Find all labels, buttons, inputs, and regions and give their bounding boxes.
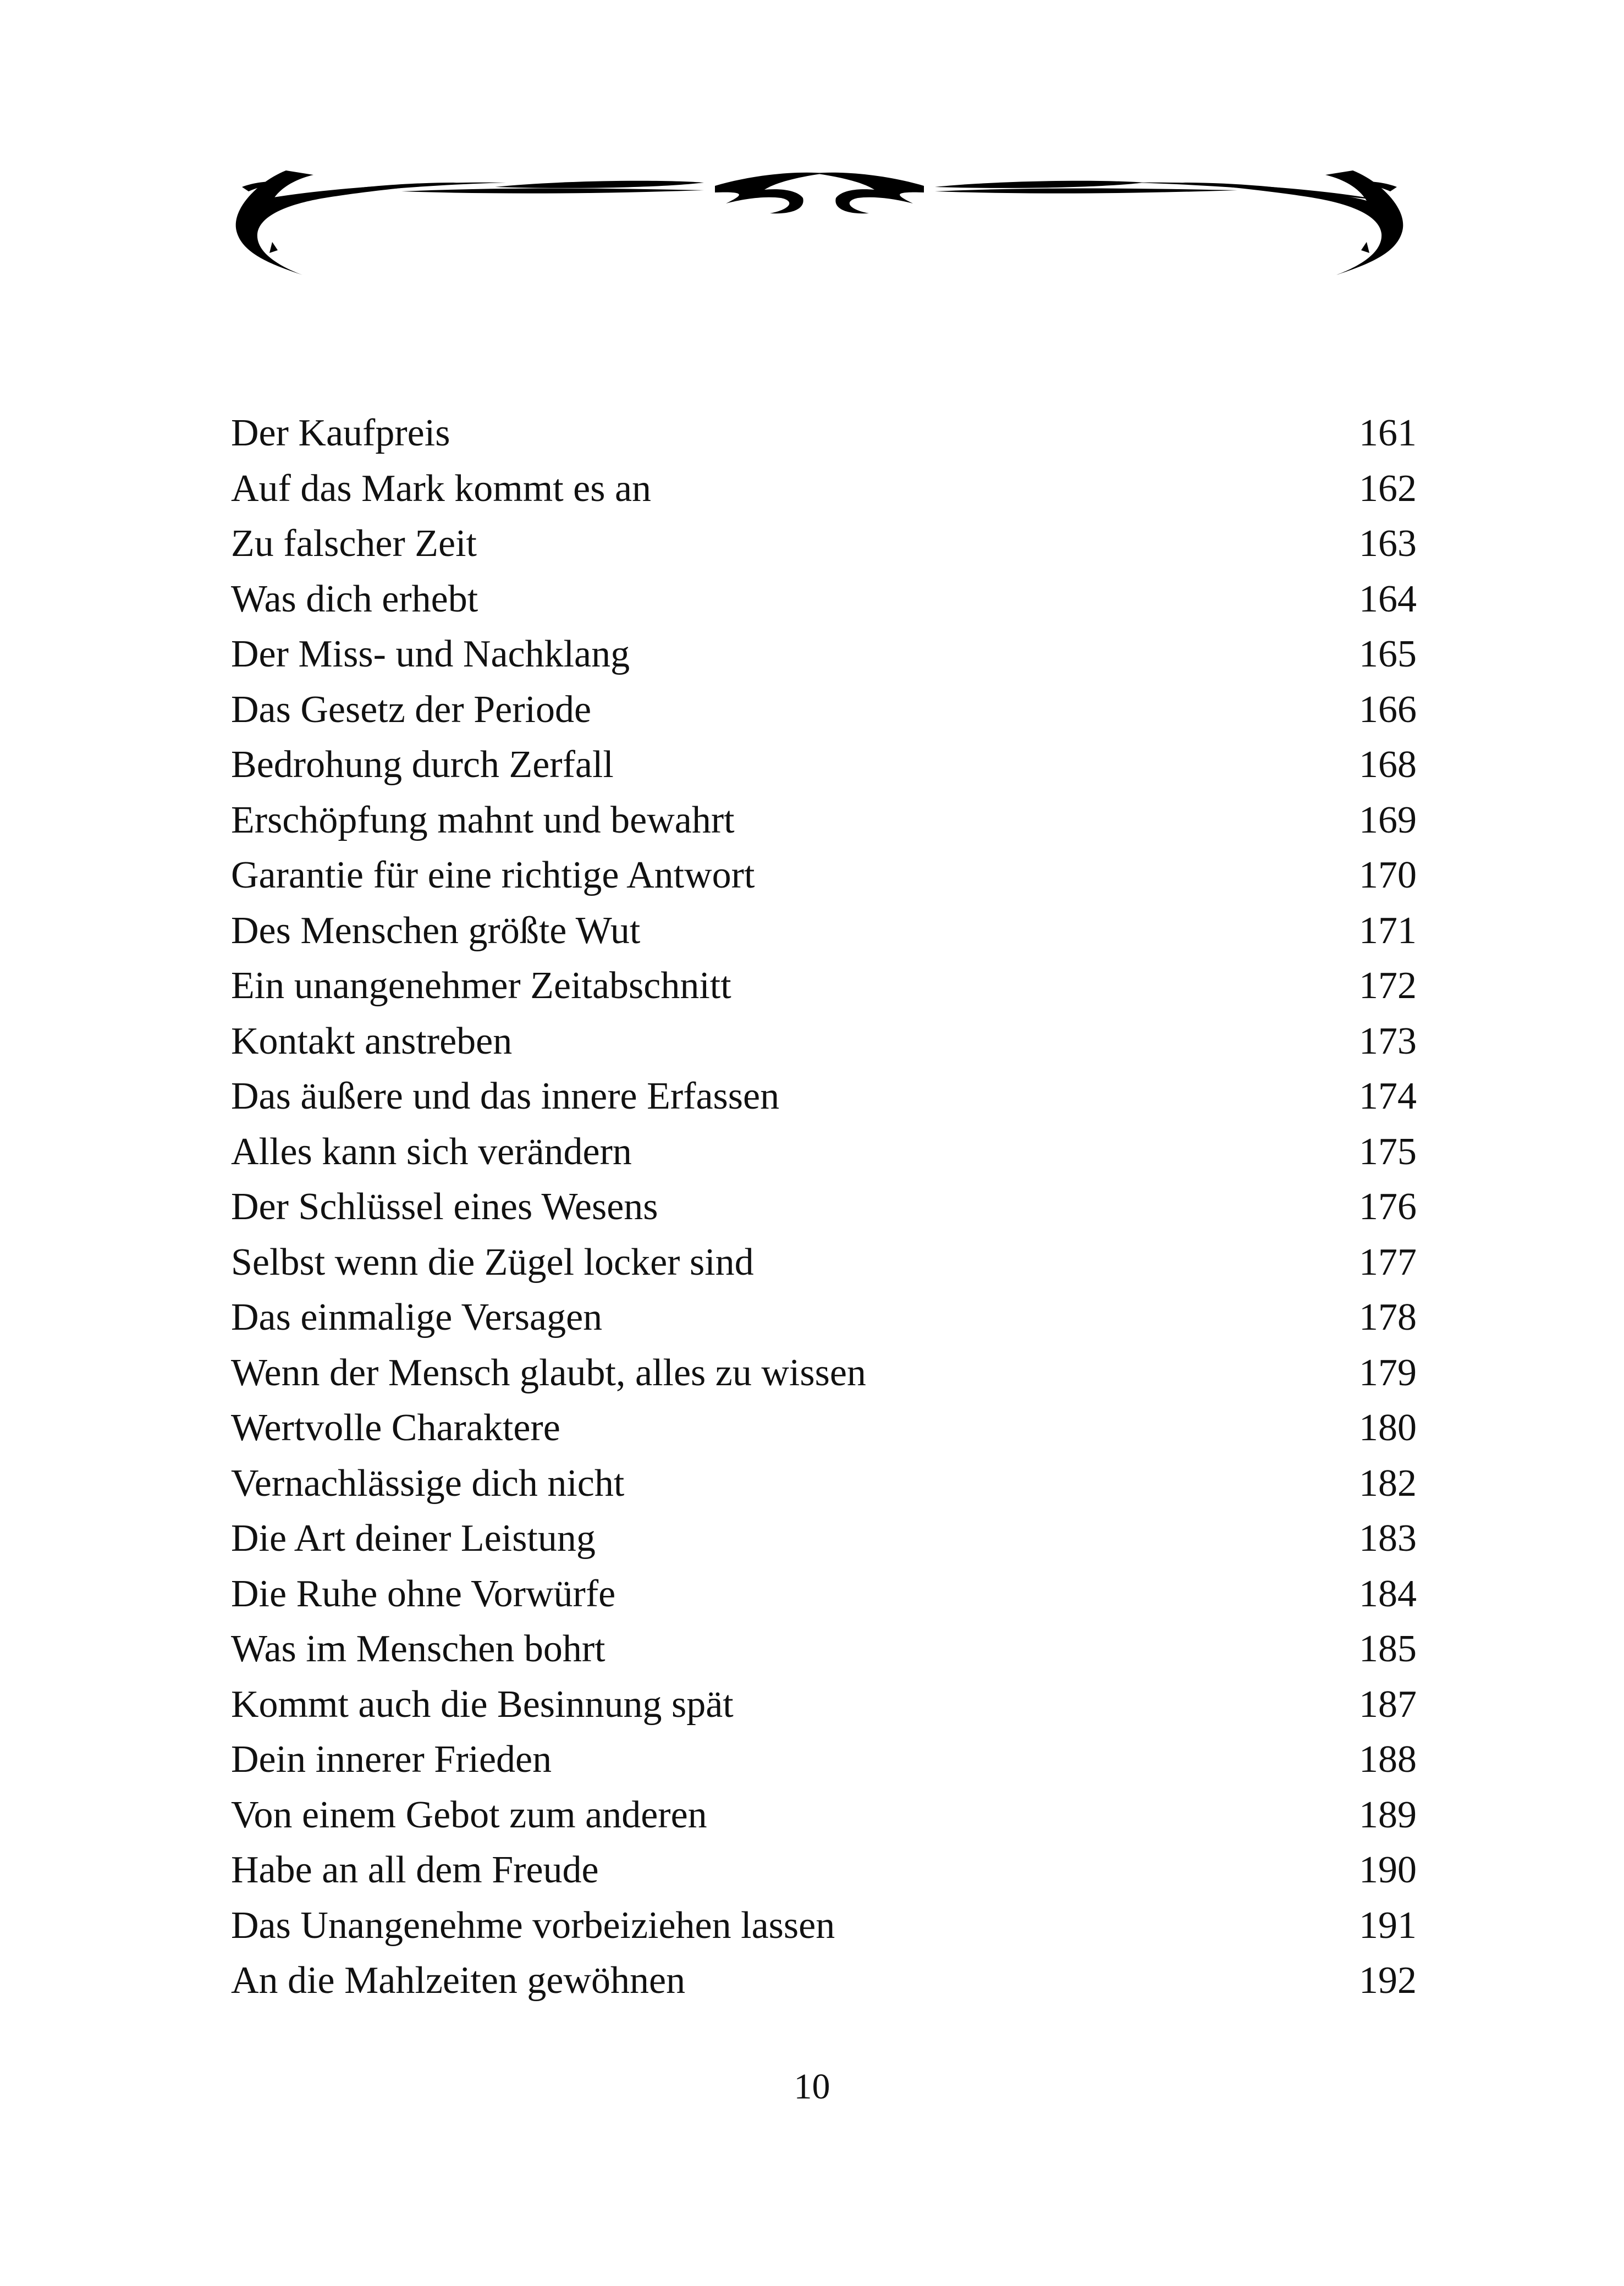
toc-entry-page: 172 <box>1359 965 1417 1007</box>
toc-entry-title: Kontakt anstreben <box>231 1020 513 1062</box>
toc-entry-page: 191 <box>1359 1904 1417 1947</box>
toc-entry <box>231 1125 1417 1180</box>
toc-entry-title: Wertvolle Charaktere <box>231 1407 560 1449</box>
toc-entry-title: Auf das Mark kommt es an <box>231 467 652 510</box>
toc-entry-page: 176 <box>1359 1186 1417 1228</box>
toc-entry-page: 163 <box>1359 522 1417 565</box>
toc-entry <box>231 904 1417 959</box>
toc-entry <box>231 627 1417 682</box>
toc-entry-page: 161 <box>1359 412 1417 454</box>
toc-entry <box>231 1069 1417 1125</box>
toc-entry-title: Das einmalige Versagen <box>231 1296 603 1338</box>
toc-entry <box>231 959 1417 1014</box>
toc-entry <box>231 1622 1417 1677</box>
toc-entry-page: 189 <box>1359 1793 1417 1836</box>
toc-entry-title: Von einem Gebot zum anderen <box>231 1793 707 1836</box>
toc-entry-title: Vernachlässige dich nicht <box>231 1462 625 1505</box>
toc-entry-page: 179 <box>1359 1351 1417 1394</box>
toc-entry-page: 169 <box>1359 798 1417 841</box>
toc-entry <box>231 1290 1417 1346</box>
toc-entry-title: Zu falscher Zeit <box>231 522 477 565</box>
toc-entry-title: Das Unangenehme vorbeiziehen lassen <box>231 1904 835 1947</box>
toc-entry-page: 171 <box>1359 909 1417 952</box>
toc-entry-page: 192 <box>1359 1959 1417 2002</box>
toc-entry-page: 187 <box>1359 1683 1417 1726</box>
toc-entry-page: 165 <box>1359 633 1417 675</box>
toc-entry <box>231 1014 1417 1070</box>
toc-entry-title: Die Ruhe ohne Vorwürfe <box>231 1572 616 1615</box>
toc-entry-page: 166 <box>1359 688 1417 731</box>
toc-entry-page: 184 <box>1359 1572 1417 1615</box>
toc-entry <box>231 461 1417 517</box>
toc-entry-title: Garantie für eine richtige Antwort <box>231 854 755 896</box>
toc-entry-title: Das äußere und das innere Erfassen <box>231 1075 780 1117</box>
toc-entry-title: Das Gesetz der Periode <box>231 688 592 731</box>
toc-entry-page: 170 <box>1359 854 1417 896</box>
toc-entry <box>231 1677 1417 1733</box>
toc-entry <box>231 1788 1417 1843</box>
toc-entry-page: 188 <box>1359 1738 1417 1781</box>
toc-entry-page: 177 <box>1359 1241 1417 1284</box>
toc-entry-title: Was im Menschen bohrt <box>231 1628 605 1670</box>
table-of-contents <box>231 406 1417 2009</box>
toc-entry <box>231 737 1417 793</box>
toc-entry-title: Kommt auch die Besinnung spät <box>231 1683 734 1726</box>
toc-entry-title: Erschöpfung mahnt und bewahrt <box>231 798 735 841</box>
toc-entry-title: Der Miss- und Nachklang <box>231 633 630 675</box>
toc-entry <box>231 1180 1417 1235</box>
art-nouveau-ornament-icon <box>220 148 1419 291</box>
toc-entry-title: An die Mahlzeiten gewöhnen <box>231 1959 686 2002</box>
toc-entry <box>231 1953 1417 2009</box>
toc-entry-title: Alles kann sich verändern <box>231 1130 632 1173</box>
toc-entry <box>231 1732 1417 1788</box>
toc-entry <box>231 848 1417 904</box>
toc-entry-page: 190 <box>1359 1849 1417 1891</box>
toc-entry-title: Die Art deiner Leistung <box>231 1517 596 1560</box>
toc-entry <box>231 1235 1417 1291</box>
toc-entry-title: Dein innerer Frieden <box>231 1738 552 1781</box>
toc-entry-page: 185 <box>1359 1628 1417 1670</box>
toc-entry <box>231 1511 1417 1567</box>
toc-entry <box>231 1898 1417 1954</box>
page-number: 10 <box>794 2067 830 2107</box>
toc-entry <box>231 1456 1417 1512</box>
toc-entry <box>231 1401 1417 1456</box>
toc-entry <box>231 1567 1417 1622</box>
toc-entry-page: 175 <box>1359 1130 1417 1173</box>
toc-entry-title: Bedrohung durch Zerfall <box>231 743 614 786</box>
toc-entry-page: 164 <box>1359 577 1417 620</box>
toc-entry-page: 174 <box>1359 1075 1417 1117</box>
toc-entry <box>231 572 1417 627</box>
toc-entry-title: Ein unangenehmer Zeitabschnitt <box>231 965 731 1007</box>
toc-entry <box>231 516 1417 572</box>
toc-entry-page: 178 <box>1359 1296 1417 1338</box>
toc-entry-title: Des Menschen größte Wut <box>231 909 641 952</box>
toc-entry-title: Selbst wenn die Zügel locker sind <box>231 1241 754 1284</box>
toc-entry <box>231 1346 1417 1401</box>
toc-entry-title: Der Kaufpreis <box>231 412 450 454</box>
toc-entry-page: 180 <box>1359 1407 1417 1449</box>
toc-entry-title: Wenn der Mensch glaubt, alles zu wissen <box>231 1351 866 1394</box>
toc-entry-title: Der Schlüssel eines Wesens <box>231 1186 658 1228</box>
toc-entry-page: 183 <box>1359 1517 1417 1560</box>
toc-entry <box>231 1843 1417 1898</box>
toc-entry-page: 168 <box>1359 743 1417 786</box>
toc-entry-page: 173 <box>1359 1020 1417 1062</box>
toc-entry-page: 182 <box>1359 1462 1417 1505</box>
toc-entry-title: Was dich erhebt <box>231 577 478 620</box>
toc-entry-page: 162 <box>1359 467 1417 510</box>
toc-entry <box>231 793 1417 849</box>
toc-entry <box>231 682 1417 738</box>
toc-entry <box>231 406 1417 461</box>
toc-entry-title: Habe an all dem Freude <box>231 1849 599 1891</box>
